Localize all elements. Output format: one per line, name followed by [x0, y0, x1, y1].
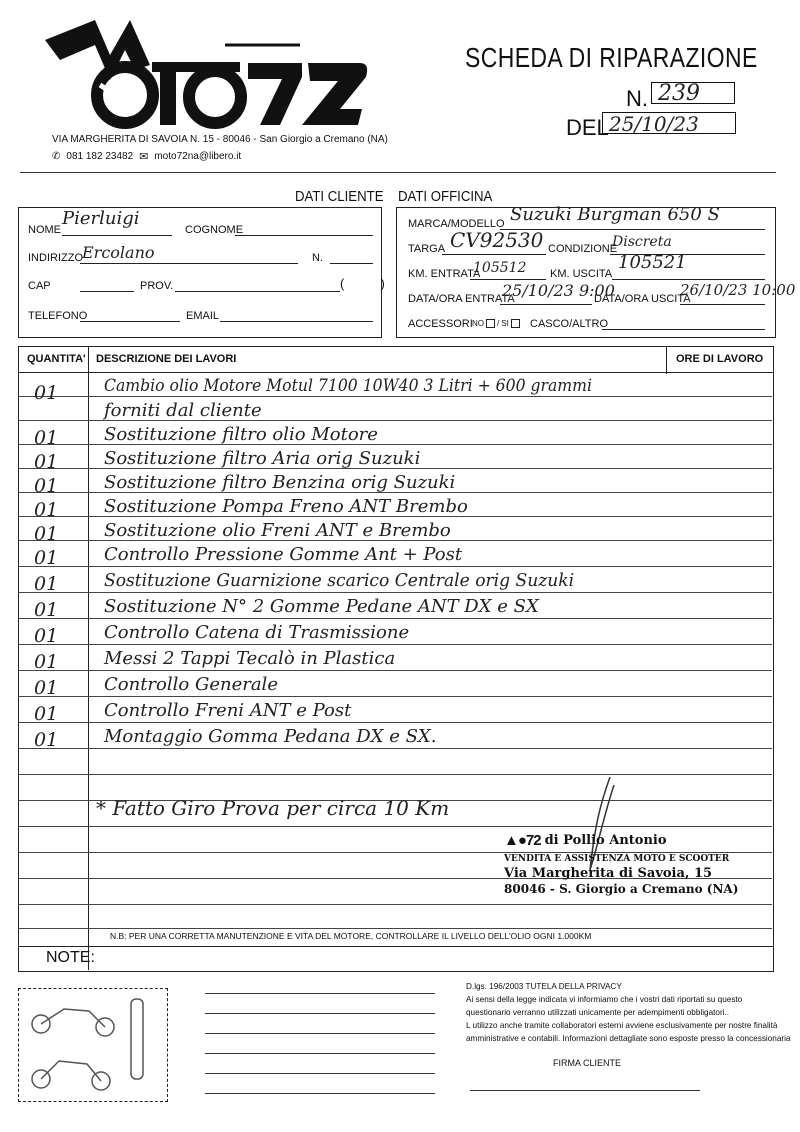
nome-label: NOME	[28, 224, 61, 236]
row-qty: 01	[34, 475, 59, 497]
data-uscita-label: DATA/ORA USCITA	[594, 293, 691, 305]
table-ruled-line	[18, 774, 772, 775]
privacy-title: D.lgs. 196/2003 TUTELA DELLA PRIVACY	[466, 982, 622, 991]
contact-line	[52, 150, 241, 163]
condizione-label: CONDIZIONE	[548, 243, 618, 255]
motorcycle-sketch-icon	[19, 989, 167, 1101]
stamp-line1: di Pollio Antonio	[544, 833, 667, 848]
stamp-logo-icon: ▲●72	[504, 832, 541, 849]
prov-label: PROV.	[140, 280, 174, 292]
moto72-logo	[40, 15, 370, 130]
firma-line	[470, 1090, 700, 1091]
marca-label: MARCA/MODELLO	[408, 218, 505, 230]
row-qty: 01	[34, 499, 59, 521]
row-desc: Sostituzione Pompa Freno ANT Brembo	[104, 496, 468, 517]
km-entrata-label: KM. ENTRATA	[408, 268, 481, 280]
indirizzo-label: INDIRIZZO	[28, 252, 83, 264]
row-qty: 01	[34, 625, 59, 647]
row-desc: forniti dal cliente	[104, 400, 262, 421]
row-desc: Controllo Catena di Trasmissione	[104, 622, 410, 643]
row-desc: Messi 2 Tappi Tecalò in Plastica	[104, 648, 396, 669]
table-ruled-line	[18, 644, 772, 645]
data-entrata-label: DATA/ORA ENTRATA	[408, 293, 515, 305]
targa-label: TARGA	[408, 243, 446, 255]
col-quantita: QUANTITA'	[27, 353, 86, 365]
dati-cliente-heading: DATI CLIENTE	[295, 188, 384, 205]
row-qty: 01	[34, 573, 59, 595]
row-qty: 01	[34, 427, 59, 449]
note-test-ride: * Fatto Giro Prova per circa 10 Km	[96, 796, 450, 820]
mail-icon: ✉	[139, 151, 149, 163]
header-divider	[20, 172, 776, 173]
km-uscita-label: KM. USCITA	[550, 268, 613, 280]
table-ruled-line	[18, 696, 772, 697]
data-entrata-value: 25/10/23 9:00	[502, 281, 615, 300]
row-qty: 01	[34, 382, 59, 404]
table-ruled-line	[18, 592, 772, 593]
row-qty: 01	[34, 547, 59, 569]
notes-divider	[18, 946, 774, 947]
row-qty: 01	[34, 599, 59, 621]
row-desc: Montaggio Gomma Pedana DX e SX.	[104, 726, 437, 747]
email-label: EMAIL	[186, 310, 220, 322]
casco-label: CASCO/ALTRO	[530, 318, 609, 330]
no-checkbox[interactable]	[486, 319, 495, 328]
privacy-notice	[466, 980, 791, 1045]
row-desc: Controllo Pressione Gomme Ant + Post	[104, 544, 463, 565]
row-desc: Controllo Freni ANT e Post	[104, 700, 352, 721]
row-desc: Controllo Generale	[104, 674, 278, 695]
row-qty: 01	[34, 703, 59, 725]
table-ruled-line	[18, 722, 772, 723]
stamp-line2: VENDITA E ASSISTENZA MOTO E SCOOTER	[504, 854, 730, 864]
phone-icon: ✆	[52, 151, 61, 162]
targa-value: CV92530	[450, 228, 544, 252]
nome-value: Pierluigi	[62, 208, 140, 229]
km-entrata-value: 105512	[473, 260, 527, 276]
km-uscita-value: 105521	[618, 252, 687, 273]
row-desc: Sostituzione Guarnizione scarico Centrale orig Suzuki	[104, 570, 575, 591]
repair-number: 239	[651, 82, 735, 104]
row-desc: Sostituzione filtro Aria orig Suzuki	[104, 448, 421, 469]
prov-paren: ( )	[340, 276, 385, 291]
col-descrizione: DESCRIZIONE DEI LAVORI	[96, 353, 237, 365]
row-desc: Sostituzione N° 2 Gomme Pedane ANT DX e SX	[104, 596, 539, 617]
privacy-line3: L utilizzo anche tramite collaboratori esterni avviene esclusivamente per nostre finalità	[466, 1021, 778, 1030]
row-desc: Sostituzione filtro Benzina orig Suzuki	[104, 472, 456, 493]
table-ruled-line	[18, 928, 772, 929]
stamp-line4: 80046 - S. Giorgio a Cremano (NA)	[504, 882, 739, 896]
shop-stamp	[504, 832, 764, 896]
form-title: SCHEDA DI RIPARAZIONE	[465, 42, 758, 73]
table-header-divider	[18, 372, 774, 373]
row-desc: Cambio olio Motore Motul 7100 10W40 3 Litri + 600 grammi	[104, 376, 592, 396]
marca-value: Suzuki Burgman 650 S	[510, 204, 720, 225]
dati-officina-heading: DATI OFFICINA	[398, 188, 493, 205]
qty-column-divider	[88, 346, 89, 946]
shop-phone: 081 182 23482	[66, 151, 134, 162]
table-ruled-line	[18, 826, 772, 827]
row-qty: 01	[34, 651, 59, 673]
accessori-label: ACCESSORI	[408, 318, 473, 330]
accessori-options: NO / SI	[472, 319, 520, 328]
number-label: N.	[626, 86, 648, 111]
row-qty: 01	[34, 677, 59, 699]
table-ruled-line	[18, 618, 772, 619]
n-label: N.	[312, 252, 323, 264]
stamp-line3: Via Margherita di Savoia, 15	[504, 866, 713, 881]
shop-email: moto72na@libero.it	[154, 151, 242, 162]
row-qty: 01	[34, 451, 59, 473]
date-label: DEL	[566, 115, 609, 140]
row-desc: Sostituzione filtro olio Motore	[104, 424, 378, 445]
telefono-label: TELEFONO	[28, 310, 88, 322]
condizione-value: Discreta	[612, 234, 672, 250]
firma-cliente-label: FIRMA CLIENTE	[553, 1058, 622, 1068]
indirizzo-value: Ercolano	[82, 243, 155, 262]
table-ruled-line	[18, 396, 772, 397]
privacy-line4: amministrative e contabili. Informazioni dettagliate sono esposte presso la concessionaria	[466, 1034, 791, 1043]
data-uscita-value: 26/10/23 10:00	[680, 281, 796, 299]
col-ore: ORE DI LAVORO	[676, 353, 764, 365]
table-ruled-line	[18, 748, 772, 749]
table-ruled-line	[18, 670, 772, 671]
no-label: NO	[472, 319, 484, 328]
si-label: SI	[501, 319, 509, 328]
row-qty: 01	[34, 523, 59, 545]
nb-oil-notice: N.B: PER UNA CORRETTA MANUTENZIONE E VITA DEL MOTORE, CONTROLLARE IL LIVELLO DELL'OLIO OGNI 1.000KM	[110, 931, 592, 941]
si-checkbox[interactable]	[511, 319, 520, 328]
row-desc: Sostituzione olio Freni ANT e Brembo	[104, 520, 451, 541]
notes-label: NOTE:	[46, 949, 95, 966]
repair-date: 25/10/23	[602, 112, 736, 134]
privacy-line1: Ai sensi della legge indicata vi informiamo che i vostri dati riportati su questo	[466, 995, 743, 1004]
cognome-label: COGNOME	[185, 224, 244, 236]
table-ruled-line	[18, 904, 772, 905]
privacy-line2: questionario verranno utilizzati unicamente per adempimenti obbligatori..	[466, 1008, 730, 1017]
table-ruled-line	[18, 566, 772, 567]
motorcycle-diagram	[18, 988, 168, 1102]
shop-address: VIA MARGHERITA DI SAVOIA N. 15 - 80046 - San Giorgio a Cremano (NA)	[52, 134, 388, 145]
row-qty: 01	[34, 729, 59, 751]
ore-column-divider	[666, 346, 667, 374]
cap-label: CAP	[28, 280, 51, 292]
